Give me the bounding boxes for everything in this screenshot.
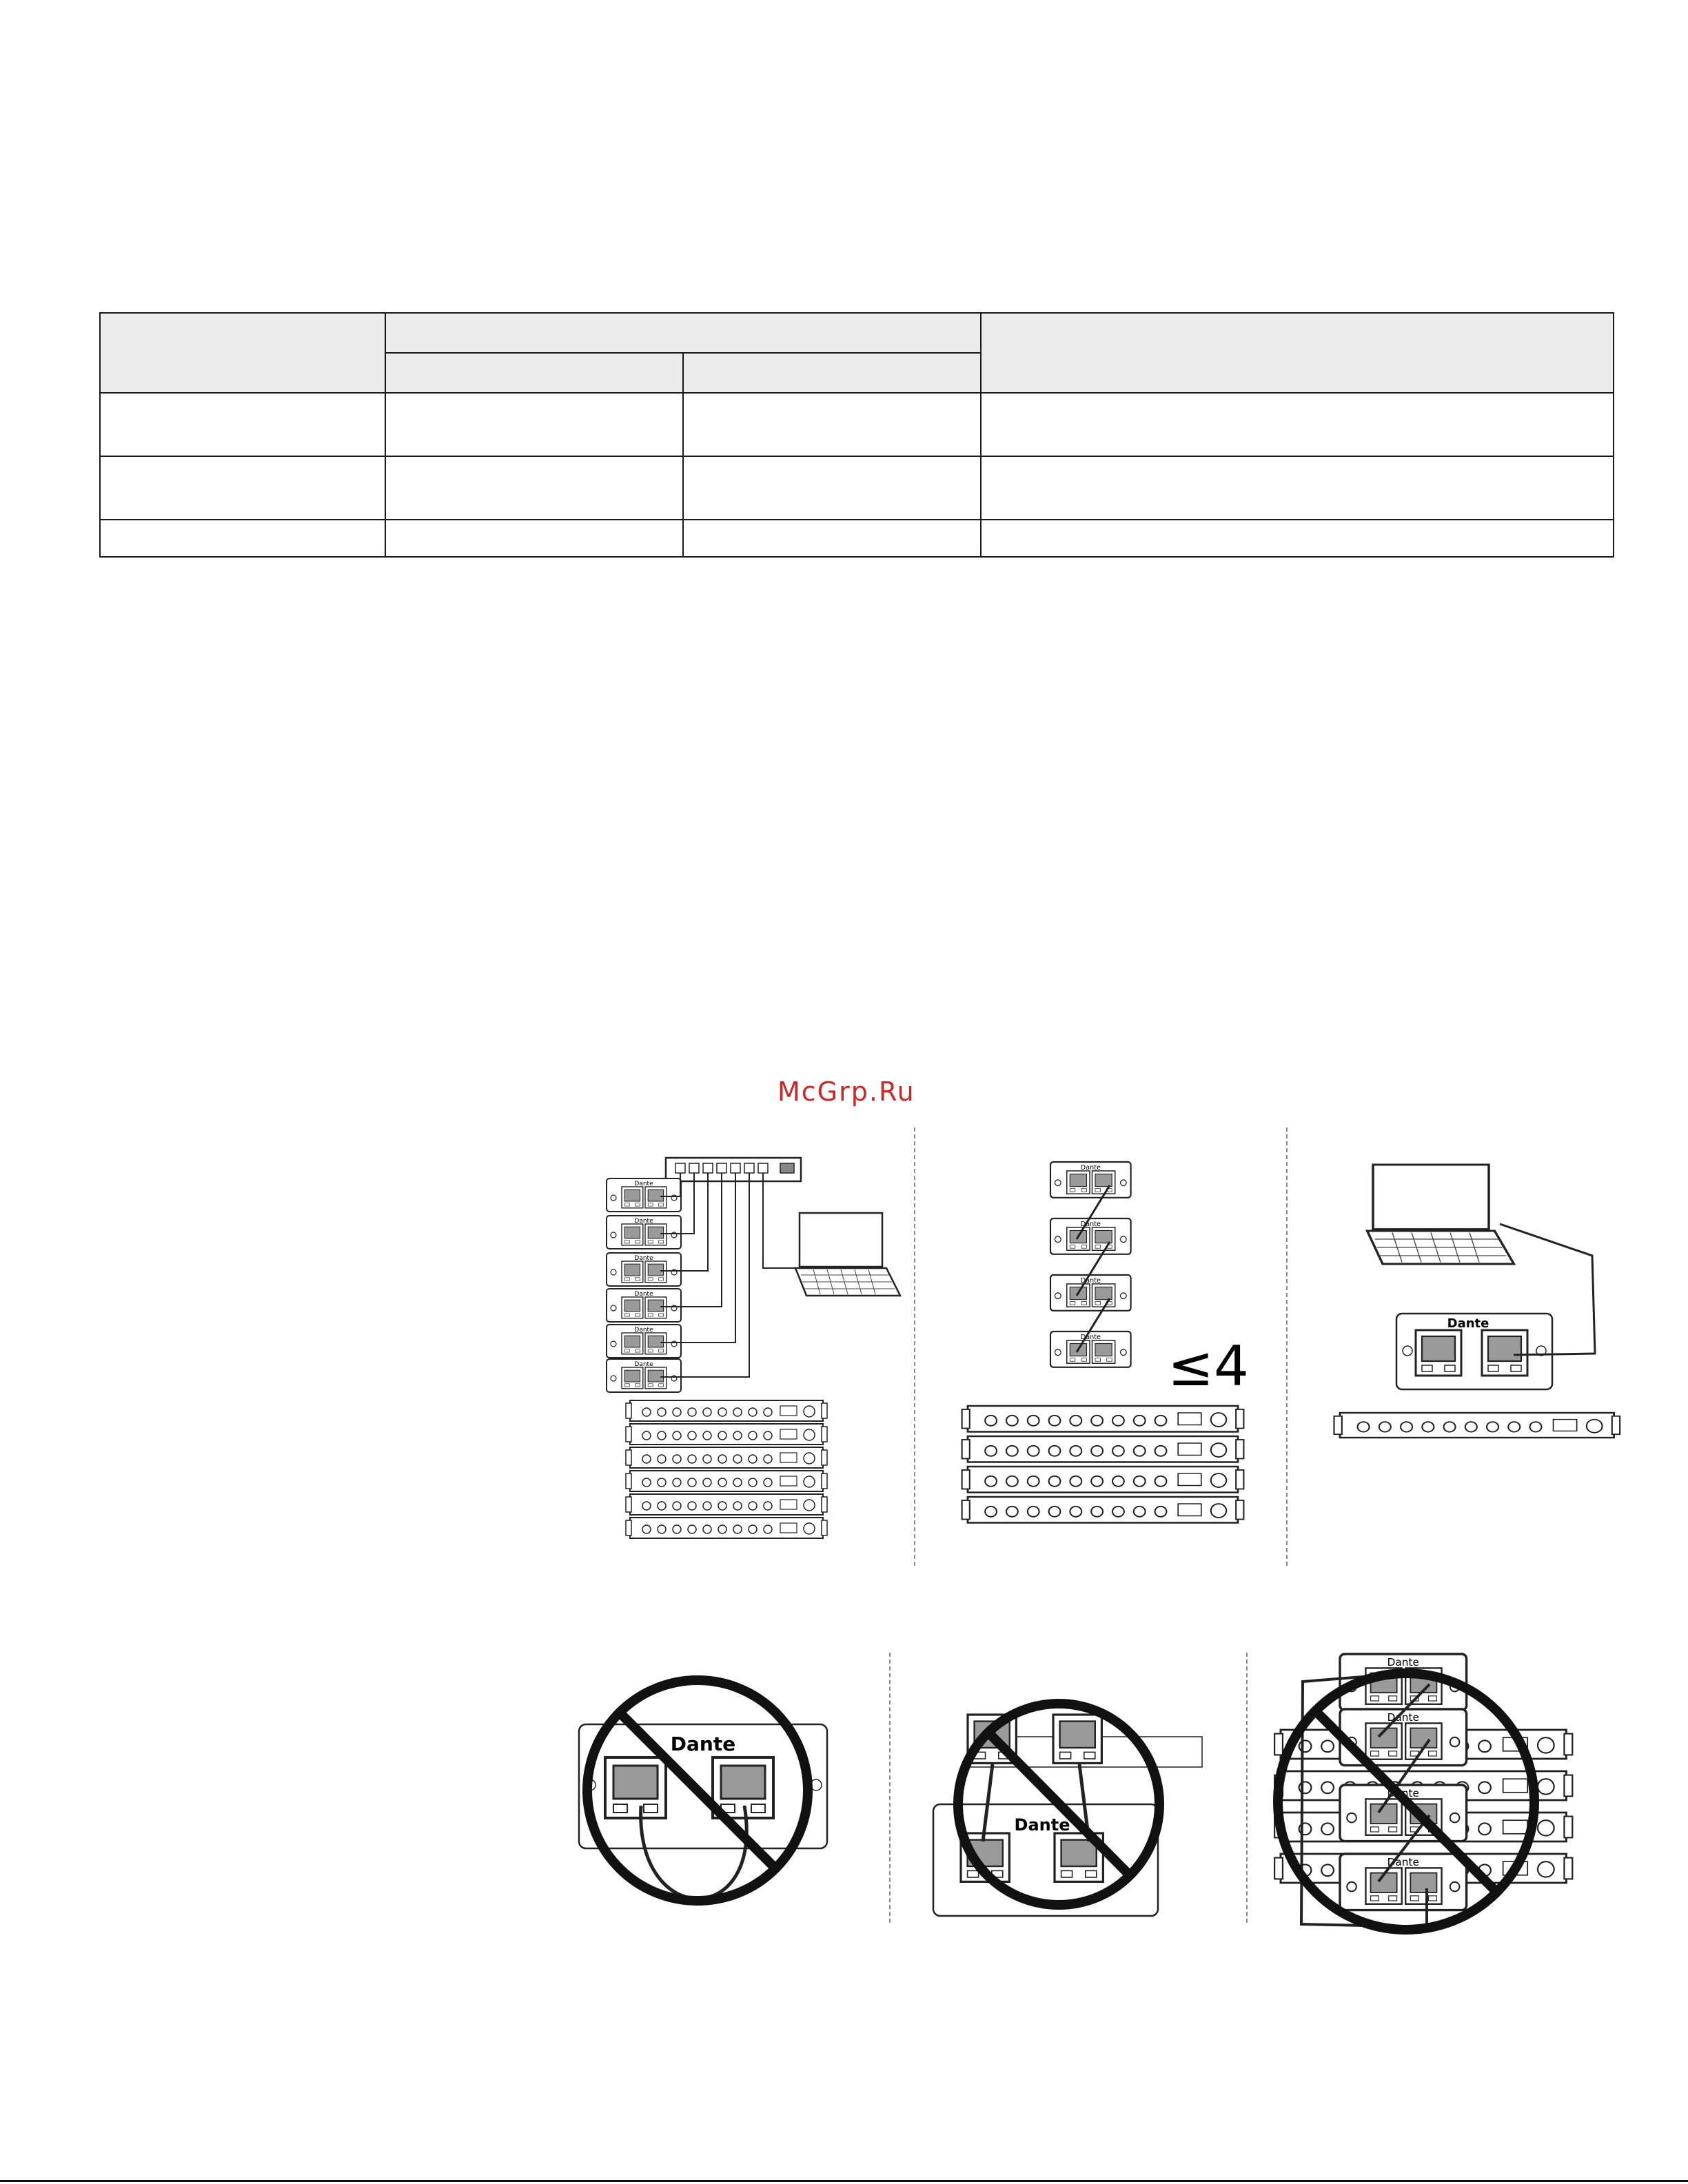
dante-card-icon bbox=[607, 1359, 681, 1392]
dante-card-icon bbox=[607, 1289, 681, 1322]
dante-card-icon bbox=[607, 1253, 681, 1286]
dante-card-icon bbox=[1050, 1275, 1131, 1311]
rack-receiver-icon bbox=[962, 1467, 1244, 1493]
star-topology-figure bbox=[607, 1158, 900, 1538]
daisy-chain-figure bbox=[962, 1162, 1249, 1523]
laptop-icon bbox=[1367, 1165, 1514, 1264]
dante-logo: Dante bbox=[670, 1733, 736, 1755]
prohibited-dual-switch-figure bbox=[933, 1704, 1202, 1916]
dante-card-icon bbox=[1050, 1331, 1131, 1367]
rack-receiver-icon bbox=[626, 1518, 827, 1538]
rack-receiver-icon bbox=[626, 1400, 827, 1421]
prohibited-loop-figure bbox=[579, 1680, 827, 1901]
wiring-diagrams: Dante ≤4 Dante Dante Dante bbox=[0, 0, 1688, 2184]
prohibited-ring-figure bbox=[1274, 1654, 1572, 1930]
dante-card-icon bbox=[607, 1178, 681, 1212]
rack-receiver-icon bbox=[1334, 1413, 1620, 1438]
rack-receiver-icon bbox=[626, 1447, 827, 1468]
dante-logo: Dante bbox=[1014, 1815, 1070, 1835]
dante-card-icon bbox=[1050, 1162, 1131, 1198]
ethernet-port-icon bbox=[1482, 1330, 1527, 1376]
direct-connection-figure bbox=[1334, 1165, 1620, 1438]
ethernet-port-icon bbox=[1053, 1715, 1101, 1763]
rack-receiver-icon bbox=[962, 1497, 1244, 1523]
page-bottom-rule bbox=[0, 2180, 1688, 2182]
rack-receiver-icon bbox=[962, 1406, 1244, 1432]
rack-receiver-icon bbox=[626, 1424, 827, 1445]
rack-receiver-icon bbox=[626, 1494, 827, 1515]
dante-card-icon bbox=[607, 1325, 681, 1358]
ethernet-port-icon bbox=[1416, 1330, 1461, 1376]
daisy-chain-limit-label: ≤4 bbox=[1168, 1334, 1249, 1398]
rack-receiver-icon bbox=[626, 1471, 827, 1491]
watermark-text: McGrp.Ru bbox=[777, 1076, 915, 1107]
ethernet-port-icon bbox=[605, 1757, 666, 1818]
dante-card-icon bbox=[1340, 1854, 1467, 1910]
dante-card-icon bbox=[607, 1216, 681, 1249]
dante-logo: Dante bbox=[1447, 1316, 1489, 1331]
rack-receiver-icon bbox=[962, 1436, 1244, 1462]
dante-card-icon bbox=[1050, 1218, 1131, 1254]
laptop-icon bbox=[795, 1213, 900, 1296]
